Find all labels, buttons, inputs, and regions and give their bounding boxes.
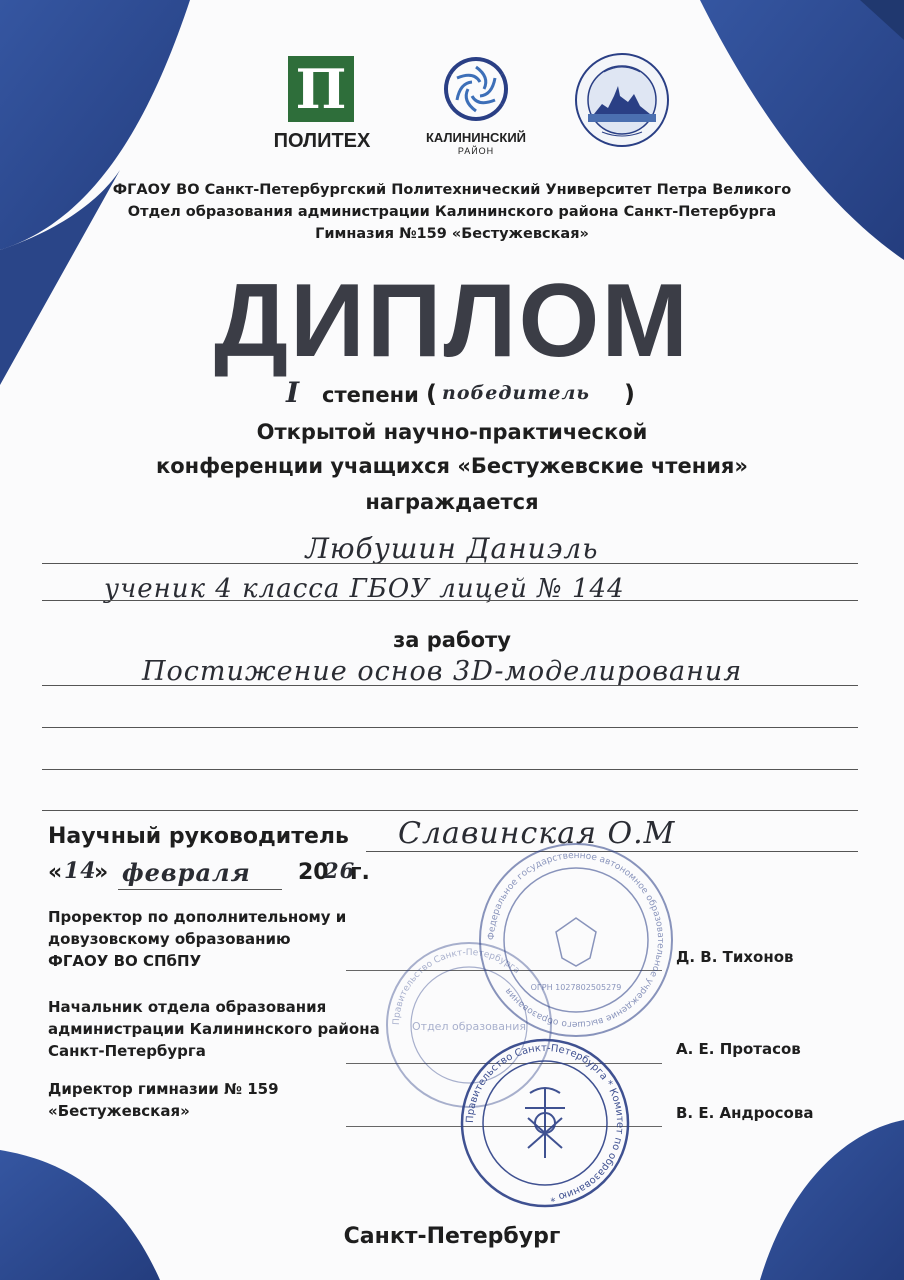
- polytech-logo-text: ПОЛИТЕХ: [273, 130, 371, 152]
- blank-line-1: [42, 727, 858, 728]
- kalininsky-swirl-icon: [443, 56, 509, 122]
- stamp2-ring-text: Правительство Санкт-Петербурга: [391, 947, 522, 1026]
- header-university: ФГАОУ ВО Санкт-Петербургский Политехнический Университет Петра Великого: [112, 182, 792, 198]
- blank-line-3: [42, 810, 858, 811]
- awardee-school: ученик 4 класса ГБОУ лицей № 144: [104, 574, 625, 604]
- signatory-1-name: Д. В. Тихонов: [676, 948, 794, 966]
- date-year-unit: г.: [350, 860, 370, 885]
- signatory-2-name: А. Е. Протасов: [676, 1040, 801, 1058]
- awardee-school-line: [42, 600, 858, 601]
- signatory-3-role: [48, 1078, 279, 1122]
- svg-text:Правительство Санкт-Петербурга: [392, 948, 521, 1025]
- conference-line-2: конференции учащихся «Бестужевские чтения»: [156, 454, 748, 478]
- degree-close-paren: ): [624, 380, 635, 408]
- date-year-suffix: 26: [324, 858, 356, 883]
- header-education-department: Отдел образования администрации Калининского района Санкт-Петербурга: [127, 204, 777, 220]
- conference-line-1: Открытой научно-практической: [256, 420, 648, 444]
- date-month-line: [118, 889, 282, 890]
- degree-open-paren: (: [426, 380, 437, 408]
- degree-word: степени: [322, 383, 419, 407]
- header-gymnasium: Гимназия №159 «Бестужевская»: [315, 226, 589, 242]
- degree-status: победитель: [442, 382, 590, 404]
- stamp2-inner-text: Отдел образования: [412, 1020, 526, 1033]
- blank-line-2: [42, 769, 858, 770]
- signatory-1-role-line-1: Проректор по дополнительному и: [48, 908, 347, 926]
- kalininsky-logo-sub: РАЙОН: [457, 146, 495, 156]
- awarded-label: награждается: [365, 490, 539, 514]
- awardee-name: Любушин Даниэль: [305, 532, 599, 565]
- signatory-3-role-line-1: Директор гимназии № 159: [48, 1080, 279, 1098]
- stamp1-ring-text: Федеральное государственное автономное образовательное учреждение высшего образования: [486, 850, 666, 1030]
- date-close-quote: »: [94, 860, 109, 885]
- work-title-line: [42, 685, 858, 686]
- signatory-1-role-line-3: ФГАОУ ВО СПбПУ: [48, 952, 202, 970]
- signatory-3-role-line-2: «Бестужевская»: [48, 1102, 190, 1120]
- degree-line: [280, 376, 680, 414]
- polytech-logo-mark: П: [288, 56, 354, 122]
- signatory-2-role-line-3: Санкт-Петербурга: [48, 1042, 206, 1060]
- degree-numeral: I: [286, 376, 301, 409]
- gymnasium-emblem-icon: [574, 52, 670, 148]
- stamp1-ogrn: ОГРН 1027802505279: [530, 983, 622, 992]
- awardee-name-line: [42, 563, 858, 564]
- date-year-prefix: 20: [298, 860, 329, 885]
- kalininsky-district-logo: [420, 56, 532, 160]
- date-open-quote: «: [48, 860, 63, 885]
- kalininsky-logo-text: КАЛИНИНСКИЙ: [425, 130, 527, 145]
- signatory-2-role-line-2: администрации Калининского района: [48, 1020, 380, 1038]
- signatory-1-role: [48, 906, 346, 972]
- signatory-2-role: [48, 996, 380, 1062]
- stamp3-ring-text: Правительство Санкт-Петербурга * Комитет по образованию *: [464, 1042, 626, 1203]
- signatory-2-role-line-1: Начальник отдела образования: [48, 998, 327, 1016]
- signatory-1-role-line-2: довузовскому образованию: [48, 930, 291, 948]
- supervisor-name: Славинская О.М: [398, 816, 676, 851]
- date-month: февраля: [122, 858, 251, 887]
- committee-stamp-icon: [460, 1038, 630, 1208]
- footer-city: Санкт-Петербург: [343, 1224, 561, 1249]
- signatory-3-name: В. Е. Андросова: [676, 1104, 814, 1122]
- date-day: 14: [64, 858, 97, 884]
- supervisor-label: Научный руководитель: [48, 824, 349, 849]
- work-title: Постижение основ 3D-моделирования: [142, 656, 743, 687]
- polytech-logo: [266, 56, 378, 156]
- work-label: за работу: [393, 628, 511, 652]
- diploma-title: ДИПЛОМ: [213, 263, 691, 379]
